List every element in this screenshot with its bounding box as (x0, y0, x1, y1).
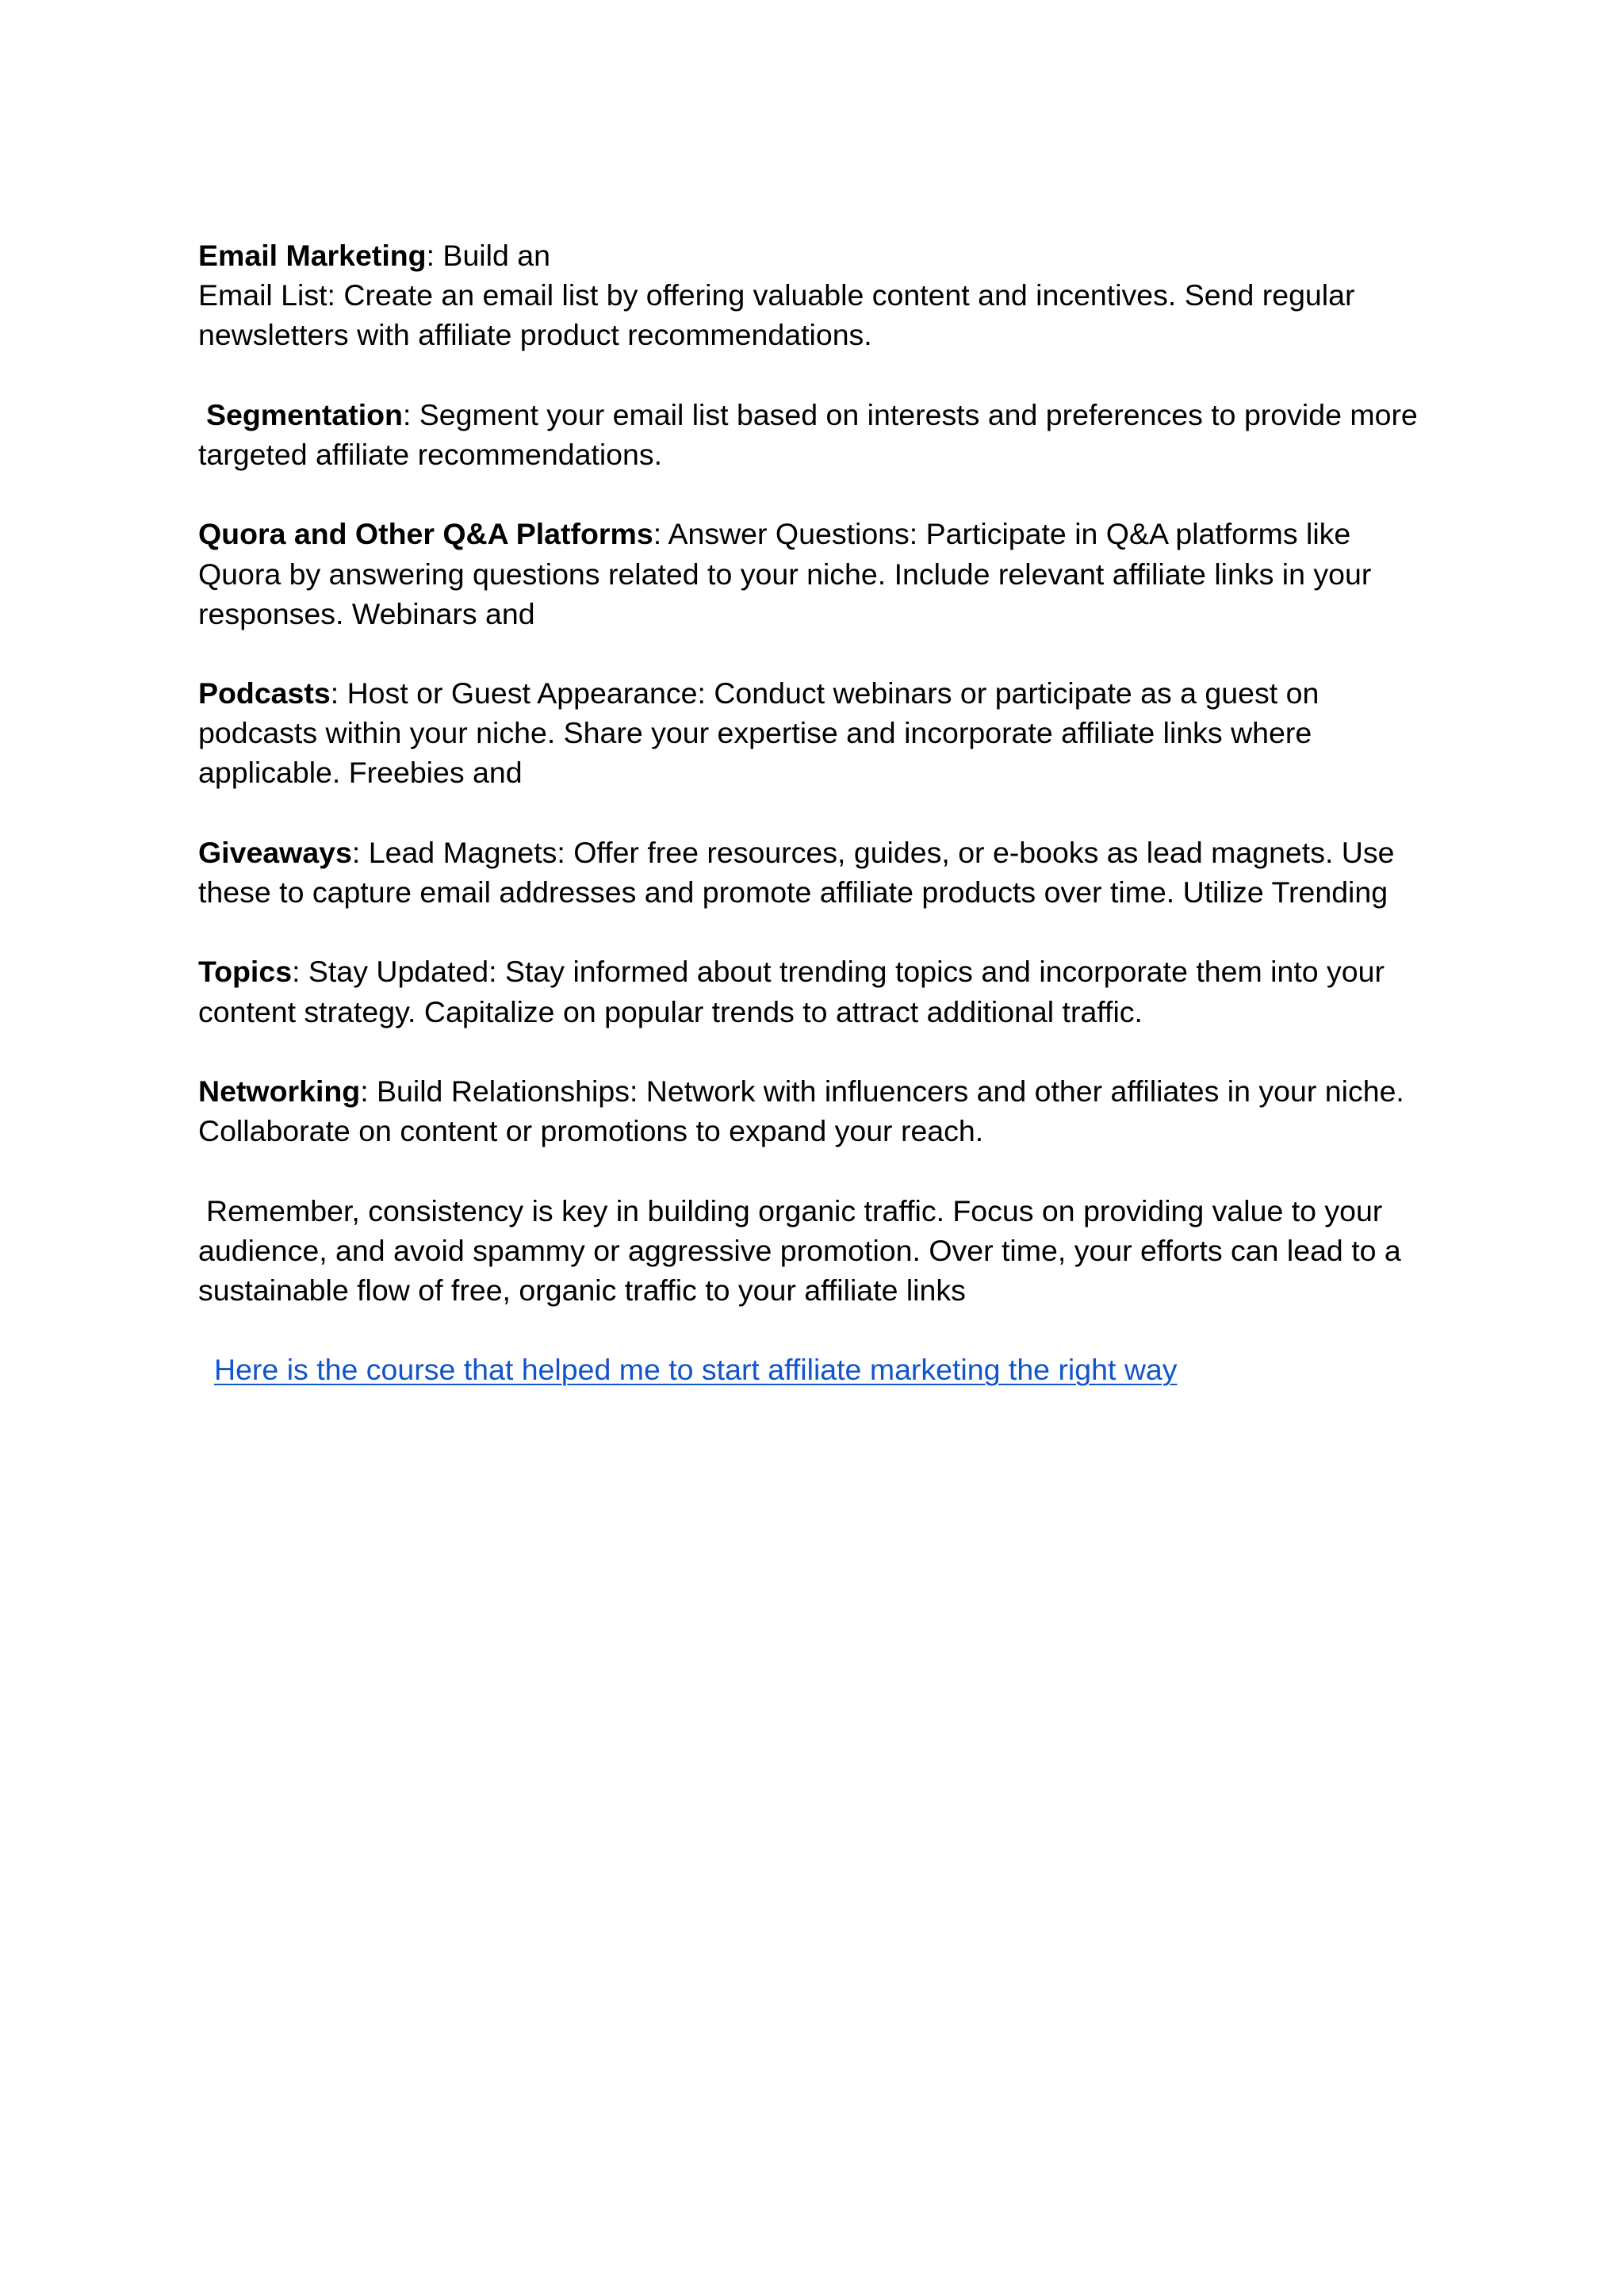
body-text: responses. Webinars and (198, 596, 535, 630)
paragraph-networking (198, 1071, 1467, 1151)
text-line (198, 1191, 1467, 1231)
text-line (198, 435, 1467, 474)
section-heading: Podcasts (198, 676, 331, 710)
text-line (206, 395, 1467, 435)
body-text: : Build Relationships: Network with influencers and other affiliates in your niche. (360, 1074, 1404, 1108)
text-line (198, 275, 1467, 315)
text-line (198, 554, 1467, 594)
body-text: : Host or Guest Appearance: Conduct webinars or participate as a guest on (330, 676, 1320, 710)
paragraph-podcasts (198, 673, 1467, 793)
section-heading: Giveaways (198, 835, 352, 869)
text-line (198, 952, 1467, 991)
text-line (198, 673, 1467, 713)
body-text: : Build an (426, 239, 550, 272)
text-line (198, 992, 1467, 1032)
paragraph-email-marketing (198, 236, 1467, 355)
paragraph-segmentation (198, 395, 1467, 474)
text-line (198, 1270, 1467, 1310)
body-text: : Segment your email list based on interests and preferences to provide more (402, 397, 1418, 431)
section-heading: Networking (198, 1074, 361, 1108)
text-line (198, 1111, 1467, 1151)
paragraph-quora (198, 514, 1467, 634)
course-link[interactable]: Here is the course that helped me to start affiliate marketing the right way (214, 1353, 1178, 1387)
body-text: Email List: Create an email list by offering valuable content and incentives. Send regular (198, 278, 1355, 312)
paragraph-giveaways (198, 833, 1467, 912)
text-line (198, 236, 1467, 275)
text-line (198, 315, 1467, 354)
paragraph-topics (198, 952, 1467, 1031)
body-text: Quora by answering questions related to your niche. Include relevant affiliate links in your (198, 557, 1372, 591)
paragraph-closing (198, 1191, 1467, 1311)
text-line (198, 1231, 1467, 1270)
body-text: : Answer Questions: Participate in Q&A platforms like (653, 517, 1351, 551)
body-text: podcasts within your niche. Share your expertise and incorporate affiliate links where (198, 716, 1312, 750)
text-line (198, 872, 1467, 912)
section-heading: Email Marketing (198, 239, 427, 272)
body-text: targeted affiliate recommendations. (198, 437, 663, 471)
section-heading: Segmentation (206, 397, 403, 431)
document-page (198, 236, 1467, 1389)
body-text: audience, and avoid spammy or aggressive promotion. Over time, your efforts can lead to a (198, 1233, 1401, 1267)
text-line (198, 1071, 1467, 1111)
body-text: these to capture email addresses and promote affiliate products over time. Utilize Trending (198, 875, 1388, 909)
text-line (198, 753, 1467, 792)
body-text: newsletters with affiliate product recommendations. (198, 318, 872, 352)
body-text: : Stay Updated: Stay informed about trending topics and incorporate them into your (292, 955, 1385, 989)
body-text: : Lead Magnets: Offer free resources, guides, or e-books as lead magnets. Use (351, 835, 1395, 869)
text-line (198, 594, 1467, 634)
body-text: applicable. Freebies and (198, 756, 523, 790)
body-text: Collaborate on content or promotions to expand your reach. (198, 1114, 984, 1148)
link-paragraph (198, 1350, 1467, 1389)
section-heading: Quora and Other Q&A Platforms (198, 517, 653, 551)
text-line (198, 713, 1467, 753)
body-text: content strategy. Capitalize on popular trends to attract additional traffic. (198, 994, 1143, 1028)
body-text: sustainable flow of free, organic traffic to your affiliate links (198, 1273, 966, 1307)
text-line (198, 514, 1467, 553)
section-heading: Topics (198, 955, 293, 989)
text-line (198, 833, 1467, 872)
body-text: Remember, consistency is key in building organic traffic. Focus on providing value to your (206, 1193, 1383, 1227)
